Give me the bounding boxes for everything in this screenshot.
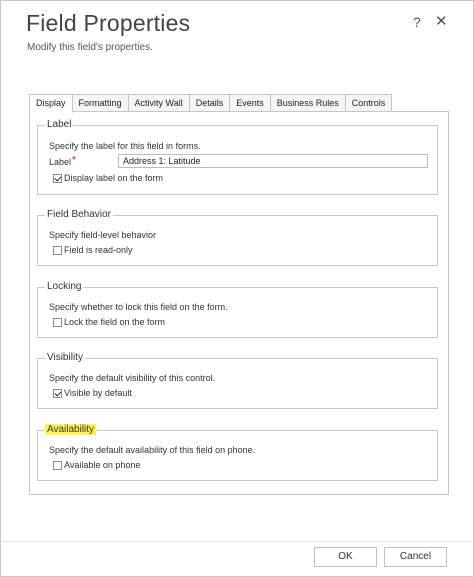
tab-details[interactable]: Details (189, 94, 231, 112)
available-on-phone-row (53, 460, 140, 470)
dialog-title: Field Properties (26, 10, 191, 36)
ok-button[interactable]: OK (314, 547, 377, 567)
visibility-group (37, 352, 438, 409)
availability-group-title: Availability (47, 424, 95, 435)
read-only-row (53, 245, 133, 255)
field-behavior-group-title: Field Behavior (47, 209, 111, 220)
visibility-group-title: Visibility (47, 352, 83, 363)
locking-group-title: Locking (47, 281, 82, 292)
label-input[interactable]: Address 1: Latitude (118, 154, 428, 168)
availability-description: Specify the default availability of this field on phone. (49, 445, 256, 455)
tab-controls[interactable]: Controls (345, 94, 393, 112)
field-behavior-description: Specify field-level behavior (49, 230, 157, 240)
label-group (37, 119, 438, 195)
read-only-checkbox[interactable] (53, 246, 62, 255)
visible-by-default-checkbox[interactable] (53, 389, 62, 398)
lock-field-row (53, 317, 165, 327)
available-on-phone-checkbox[interactable] (53, 461, 62, 470)
availability-group (37, 424, 438, 481)
display-label-checkbox[interactable] (53, 174, 62, 183)
locking-description: Specify whether to lock this field on the form. (49, 302, 228, 312)
dialog-subtitle: Modify this field's properties. (27, 42, 153, 53)
locking-group (37, 281, 438, 338)
field-behavior-group (37, 209, 438, 266)
tab-bar (29, 94, 391, 112)
read-only-checkbox-label: Field is read-only (64, 245, 133, 255)
tab-display[interactable]: Display (29, 94, 73, 113)
label-group-title: Label (47, 119, 72, 130)
visible-by-default-checkbox-label: Visible by default (64, 388, 132, 398)
visibility-description: Specify the default visibility of this control. (49, 373, 216, 383)
label-field-label-text: Label (49, 157, 72, 167)
cancel-button[interactable]: Cancel (384, 547, 447, 567)
lock-field-checkbox-label: Lock the field on the form (64, 317, 166, 327)
close-icon[interactable]: ✕ (435, 13, 448, 30)
required-marker: * (72, 155, 76, 166)
display-label-checkbox-label: Display label on the form (64, 173, 164, 183)
display-label-row (53, 173, 163, 183)
tab-formatting[interactable]: Formatting (72, 94, 129, 112)
help-icon[interactable]: ? (413, 14, 421, 30)
visible-by-default-row (53, 388, 132, 398)
available-on-phone-checkbox-label: Available on phone (64, 460, 141, 470)
tab-business-rules[interactable]: Business Rules (270, 94, 346, 112)
lock-field-checkbox[interactable] (53, 318, 62, 327)
label-group-description: Specify the label for this field in forms. (49, 141, 201, 151)
tab-activity-wall[interactable]: Activity Wall (128, 94, 190, 112)
footer-divider (2, 541, 472, 542)
tab-events[interactable]: Events (229, 94, 271, 112)
label-field-label (49, 157, 76, 168)
display-tab-panel (29, 111, 449, 495)
